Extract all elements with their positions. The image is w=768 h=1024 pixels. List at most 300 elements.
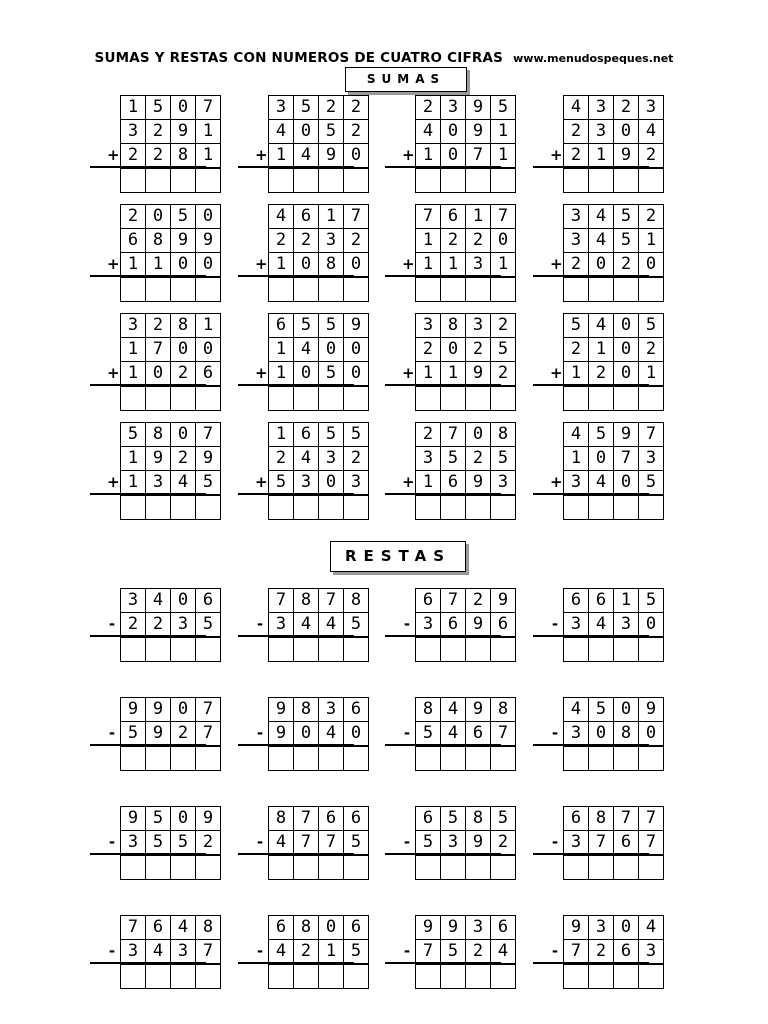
minus-sign: -: [551, 833, 559, 851]
sumas-grid: [255, 422, 369, 520]
digit-cell: 6: [121, 229, 146, 252]
operand-row: [416, 204, 516, 228]
answer-cell[interactable]: [466, 496, 491, 519]
answer-cell[interactable]: [564, 387, 589, 410]
digit-cell: 2: [491, 314, 516, 337]
operand-row: [551, 721, 664, 745]
page-header: [0, 47, 768, 66]
answer-cell[interactable]: [196, 278, 221, 301]
answer-cell[interactable]: [196, 387, 221, 410]
answer-cell[interactable]: [171, 387, 196, 410]
answer-row[interactable]: [121, 854, 221, 880]
answer-cell[interactable]: [269, 496, 294, 519]
answer-cell[interactable]: [269, 856, 294, 879]
answer-cell[interactable]: [344, 856, 369, 879]
answer-row[interactable]: [269, 963, 369, 989]
answer-row[interactable]: [416, 167, 516, 193]
digit-cell: 8: [146, 229, 171, 252]
answer-row[interactable]: [416, 854, 516, 880]
answer-cell[interactable]: [344, 747, 369, 770]
answer-cell[interactable]: [589, 387, 614, 410]
answer-cell[interactable]: [269, 169, 294, 192]
answer-cell[interactable]: [639, 638, 664, 661]
answer-cell[interactable]: [344, 496, 369, 519]
digit-cell: 0: [441, 144, 466, 167]
digit-cell: 4: [589, 314, 614, 337]
answer-cell[interactable]: [269, 278, 294, 301]
answer-cell[interactable]: [441, 169, 466, 192]
answer-cell[interactable]: [294, 387, 319, 410]
digit-cell: 4: [589, 229, 614, 252]
answer-row[interactable]: [269, 167, 369, 193]
answer-row[interactable]: [416, 745, 516, 771]
answer-cell[interactable]: [564, 169, 589, 192]
digit-cell: 1: [121, 471, 146, 494]
digit-cell: 5: [639, 589, 664, 612]
answer-row[interactable]: [121, 385, 221, 411]
answer-cell[interactable]: [294, 638, 319, 661]
answer-cell[interactable]: [564, 856, 589, 879]
digit-cell: 4: [269, 831, 294, 854]
answer-cell[interactable]: [564, 965, 589, 988]
digit-cell: 1: [416, 229, 441, 252]
digit-cell: 5: [146, 831, 171, 854]
operand-row: [416, 337, 516, 361]
answer-cell[interactable]: [589, 278, 614, 301]
answer-cell[interactable]: [171, 965, 196, 988]
operand-row: [121, 204, 221, 228]
minus-sign: -: [256, 724, 264, 742]
answer-cell[interactable]: [269, 387, 294, 410]
answer-cell[interactable]: [491, 278, 516, 301]
digit-cell: 3: [564, 229, 589, 252]
answer-row[interactable]: [416, 963, 516, 989]
digit-cell: 6: [146, 916, 171, 939]
answer-cell[interactable]: [294, 747, 319, 770]
answer-cell[interactable]: [319, 278, 344, 301]
answer-cell[interactable]: [146, 638, 171, 661]
plus-sign: +: [402, 364, 415, 382]
digit-cell: 6: [344, 698, 369, 721]
answer-cell[interactable]: [121, 747, 146, 770]
answer-cell[interactable]: [441, 638, 466, 661]
answer-cell[interactable]: [269, 747, 294, 770]
digit-cell: 7: [319, 831, 344, 854]
answer-row[interactable]: [121, 167, 221, 193]
answer-cell[interactable]: [146, 387, 171, 410]
answer-cell[interactable]: [146, 169, 171, 192]
answer-cell[interactable]: [294, 856, 319, 879]
answer-cell[interactable]: [614, 638, 639, 661]
answer-cell[interactable]: [171, 856, 196, 879]
answer-cell[interactable]: [269, 965, 294, 988]
result-line: [385, 384, 501, 386]
digit-cell: 1: [196, 144, 221, 167]
answer-cell[interactable]: [344, 278, 369, 301]
digit-cell: 3: [589, 916, 614, 939]
restas-grid: [551, 697, 664, 771]
operand-row: [256, 939, 369, 963]
digit-cell: 1: [121, 253, 146, 276]
digit-cell: 0: [639, 613, 664, 636]
answer-cell[interactable]: [196, 496, 221, 519]
answer-cell[interactable]: [171, 747, 196, 770]
digit-cell: 3: [639, 940, 664, 963]
sumas-grid: [107, 204, 221, 302]
answer-cell[interactable]: [639, 278, 664, 301]
digit-cell: 5: [146, 807, 171, 830]
answer-cell[interactable]: [639, 747, 664, 770]
answer-cell[interactable]: [491, 496, 516, 519]
answer-row[interactable]: [416, 276, 516, 302]
answer-cell[interactable]: [639, 856, 664, 879]
plus-sign: +: [107, 255, 120, 273]
answer-cell[interactable]: [589, 747, 614, 770]
answer-cell[interactable]: [416, 278, 441, 301]
digit-cell: 7: [441, 423, 466, 446]
answer-row[interactable]: [121, 276, 221, 302]
digit-cell: 6: [466, 722, 491, 745]
digit-cell: 7: [639, 423, 664, 446]
digit-cell: 0: [614, 314, 639, 337]
sumas-grid: [107, 313, 221, 411]
answer-cell[interactable]: [466, 278, 491, 301]
answer-cell[interactable]: [171, 496, 196, 519]
answer-cell[interactable]: [614, 856, 639, 879]
answer-cell[interactable]: [146, 747, 171, 770]
digit-cell: 0: [589, 722, 614, 745]
digit-cell: 7: [466, 144, 491, 167]
digit-cell: 3: [491, 471, 516, 494]
digit-cell: 5: [416, 722, 441, 745]
answer-cell[interactable]: [614, 496, 639, 519]
digit-cell: 2: [491, 362, 516, 385]
digit-cell: 1: [146, 253, 171, 276]
answer-cell[interactable]: [121, 278, 146, 301]
answer-cell[interactable]: [441, 747, 466, 770]
answer-cell[interactable]: [171, 638, 196, 661]
answer-cell[interactable]: [441, 856, 466, 879]
digit-cell: 7: [416, 940, 441, 963]
digit-cell: 0: [171, 96, 196, 119]
answer-row[interactable]: [564, 385, 664, 411]
digit-cell: 7: [639, 807, 664, 830]
minus-sign: -: [403, 833, 411, 851]
answer-cell[interactable]: [269, 638, 294, 661]
result-line: [90, 962, 206, 964]
digit-cell: 3: [344, 471, 369, 494]
answer-cell[interactable]: [441, 278, 466, 301]
answer-cell[interactable]: [146, 496, 171, 519]
answer-cell[interactable]: [416, 387, 441, 410]
operand-row: [255, 252, 369, 276]
answer-cell[interactable]: [639, 965, 664, 988]
digit-cell: 3: [171, 613, 196, 636]
operand-row: [269, 422, 369, 446]
answer-cell[interactable]: [416, 856, 441, 879]
answer-cell[interactable]: [589, 856, 614, 879]
answer-row[interactable]: [269, 494, 369, 520]
answer-cell[interactable]: [614, 747, 639, 770]
answer-cell[interactable]: [491, 169, 516, 192]
answer-row[interactable]: [121, 963, 221, 989]
answer-cell[interactable]: [146, 278, 171, 301]
digit-cell: 9: [614, 144, 639, 167]
answer-cell[interactable]: [146, 856, 171, 879]
answer-cell[interactable]: [639, 496, 664, 519]
digit-cell: 1: [639, 229, 664, 252]
result-line: [238, 384, 354, 386]
answer-cell[interactable]: [344, 387, 369, 410]
answer-cell[interactable]: [196, 965, 221, 988]
answer-cell[interactable]: [441, 387, 466, 410]
result-line: [533, 962, 649, 964]
answer-cell[interactable]: [121, 638, 146, 661]
operand-row: [564, 806, 664, 830]
operand-row: [564, 588, 664, 612]
answer-cell[interactable]: [171, 169, 196, 192]
digit-cell: 9: [564, 916, 589, 939]
answer-row[interactable]: [121, 494, 221, 520]
digit-cell: 8: [466, 807, 491, 830]
digit-cell: 2: [564, 120, 589, 143]
restas-grid: [403, 915, 516, 989]
digit-cell: 2: [171, 722, 196, 745]
digit-cell: 0: [491, 229, 516, 252]
answer-row[interactable]: [121, 636, 221, 662]
page-title: SUMAS Y RESTAS CON NUMEROS DE CUATRO CIFRAS: [94, 50, 504, 66]
answer-cell[interactable]: [319, 638, 344, 661]
answer-cell[interactable]: [416, 496, 441, 519]
answer-row[interactable]: [564, 854, 664, 880]
digit-cell: 1: [121, 362, 146, 385]
answer-cell[interactable]: [294, 278, 319, 301]
restas-grid: [403, 806, 516, 880]
digit-cell: 1: [121, 96, 146, 119]
answer-cell[interactable]: [491, 747, 516, 770]
digit-cell: 1: [196, 120, 221, 143]
answer-row[interactable]: [269, 745, 369, 771]
digit-cell: 0: [196, 338, 221, 361]
digit-cell: 1: [269, 423, 294, 446]
answer-cell[interactable]: [466, 387, 491, 410]
digit-cell: 6: [416, 589, 441, 612]
digit-cell: 0: [294, 722, 319, 745]
answer-cell[interactable]: [416, 638, 441, 661]
operand-row: [551, 612, 664, 636]
operand-row: [269, 313, 369, 337]
answer-cell[interactable]: [121, 496, 146, 519]
answer-row[interactable]: [564, 276, 664, 302]
digit-cell: 3: [416, 613, 441, 636]
digit-cell: 1: [196, 314, 221, 337]
answer-cell[interactable]: [639, 387, 664, 410]
answer-row[interactable]: [269, 636, 369, 662]
sumas-grid: [255, 95, 369, 193]
digit-cell: 3: [589, 120, 614, 143]
answer-cell[interactable]: [466, 638, 491, 661]
answer-cell[interactable]: [171, 278, 196, 301]
answer-cell[interactable]: [121, 965, 146, 988]
answer-cell[interactable]: [196, 856, 221, 879]
answer-cell[interactable]: [121, 387, 146, 410]
answer-cell[interactable]: [614, 965, 639, 988]
digit-cell: 2: [344, 229, 369, 252]
digit-cell: 7: [121, 916, 146, 939]
answer-cell[interactable]: [294, 965, 319, 988]
plus-sign: +: [107, 364, 120, 382]
answer-cell[interactable]: [466, 965, 491, 988]
answer-cell[interactable]: [196, 169, 221, 192]
digit-cell: 4: [564, 423, 589, 446]
answer-cell[interactable]: [589, 965, 614, 988]
answer-cell[interactable]: [614, 169, 639, 192]
answer-cell[interactable]: [319, 747, 344, 770]
operand-row: [564, 337, 664, 361]
digit-cell: 3: [416, 314, 441, 337]
digit-cell: 8: [294, 698, 319, 721]
answer-cell[interactable]: [196, 747, 221, 770]
answer-cell[interactable]: [466, 856, 491, 879]
restas-grid: [108, 915, 221, 989]
answer-row[interactable]: [416, 385, 516, 411]
digit-cell: 4: [491, 940, 516, 963]
answer-row[interactable]: [416, 636, 516, 662]
digit-cell: 7: [269, 589, 294, 612]
answer-cell[interactable]: [319, 169, 344, 192]
digit-cell: 3: [294, 471, 319, 494]
digit-cell: 5: [319, 362, 344, 385]
answer-cell[interactable]: [344, 965, 369, 988]
operand-row: [416, 588, 516, 612]
answer-cell[interactable]: [344, 638, 369, 661]
sumas-grid: [107, 422, 221, 520]
digit-cell: 7: [294, 831, 319, 854]
digit-cell: 9: [121, 698, 146, 721]
answer-cell[interactable]: [491, 638, 516, 661]
answer-cell[interactable]: [441, 496, 466, 519]
digit-cell: 4: [146, 589, 171, 612]
sumas-grid: [550, 204, 664, 302]
answer-cell[interactable]: [319, 856, 344, 879]
result-line: [385, 962, 501, 964]
answer-cell[interactable]: [416, 965, 441, 988]
digit-cell: 6: [441, 613, 466, 636]
result-line: [238, 744, 354, 746]
answer-row[interactable]: [564, 963, 664, 989]
answer-cell[interactable]: [564, 496, 589, 519]
answer-cell[interactable]: [294, 169, 319, 192]
answer-row[interactable]: [269, 854, 369, 880]
answer-cell[interactable]: [564, 638, 589, 661]
answer-cell[interactable]: [491, 965, 516, 988]
digit-cell: 0: [171, 423, 196, 446]
answer-cell[interactable]: [294, 496, 319, 519]
answer-row[interactable]: [416, 494, 516, 520]
digit-cell: 2: [344, 447, 369, 470]
answer-cell[interactable]: [196, 638, 221, 661]
answer-cell[interactable]: [466, 747, 491, 770]
operand-row: [255, 143, 369, 167]
digit-cell: 3: [466, 916, 491, 939]
answer-row[interactable]: [121, 745, 221, 771]
answer-cell[interactable]: [491, 856, 516, 879]
answer-cell[interactable]: [564, 278, 589, 301]
answer-cell[interactable]: [344, 169, 369, 192]
digit-cell: 8: [171, 314, 196, 337]
answer-cell[interactable]: [319, 387, 344, 410]
operand-row: [108, 721, 221, 745]
digit-cell: 1: [466, 205, 491, 228]
operand-row: [121, 228, 221, 252]
operand-row: [416, 915, 516, 939]
digit-cell: 2: [564, 253, 589, 276]
answer-row[interactable]: [564, 494, 664, 520]
answer-cell[interactable]: [491, 387, 516, 410]
operand-row: [256, 612, 369, 636]
digit-cell: 1: [589, 338, 614, 361]
digit-cell: 5: [344, 423, 369, 446]
answer-cell[interactable]: [121, 856, 146, 879]
answer-cell[interactable]: [589, 496, 614, 519]
minus-sign: -: [551, 724, 559, 742]
digit-cell: 0: [171, 698, 196, 721]
answer-row[interactable]: [269, 276, 369, 302]
answer-cell[interactable]: [466, 169, 491, 192]
result-line: [385, 166, 501, 168]
digit-cell: 6: [269, 916, 294, 939]
answer-cell[interactable]: [614, 387, 639, 410]
digit-cell: 6: [441, 205, 466, 228]
operand-row: [121, 588, 221, 612]
restas-grid: [403, 697, 516, 771]
digit-cell: 0: [614, 362, 639, 385]
answer-cell[interactable]: [416, 747, 441, 770]
section-label-restas: RESTAS: [330, 541, 466, 572]
sumas-grid: [255, 204, 369, 302]
answer-cell[interactable]: [639, 169, 664, 192]
answer-cell[interactable]: [416, 169, 441, 192]
digit-cell: 5: [491, 96, 516, 119]
digit-cell: 5: [171, 205, 196, 228]
digit-cell: 0: [344, 722, 369, 745]
digit-cell: 9: [491, 589, 516, 612]
digit-cell: 2: [639, 205, 664, 228]
answer-cell[interactable]: [146, 965, 171, 988]
digit-cell: 8: [416, 698, 441, 721]
answer-row[interactable]: [269, 385, 369, 411]
digit-cell: 4: [294, 338, 319, 361]
answer-cell[interactable]: [441, 965, 466, 988]
answer-row[interactable]: [564, 636, 664, 662]
operand-row: [269, 228, 369, 252]
answer-row[interactable]: [564, 167, 664, 193]
answer-cell[interactable]: [614, 278, 639, 301]
digit-cell: 6: [319, 807, 344, 830]
answer-cell[interactable]: [319, 496, 344, 519]
digit-cell: 4: [269, 120, 294, 143]
digit-cell: 5: [564, 314, 589, 337]
answer-cell[interactable]: [589, 638, 614, 661]
plus-sign: +: [550, 255, 563, 273]
answer-cell[interactable]: [319, 965, 344, 988]
answer-cell[interactable]: [589, 169, 614, 192]
answer-cell[interactable]: [564, 747, 589, 770]
digit-cell: 3: [614, 613, 639, 636]
answer-row[interactable]: [564, 745, 664, 771]
answer-cell[interactable]: [121, 169, 146, 192]
digit-cell: 9: [441, 916, 466, 939]
